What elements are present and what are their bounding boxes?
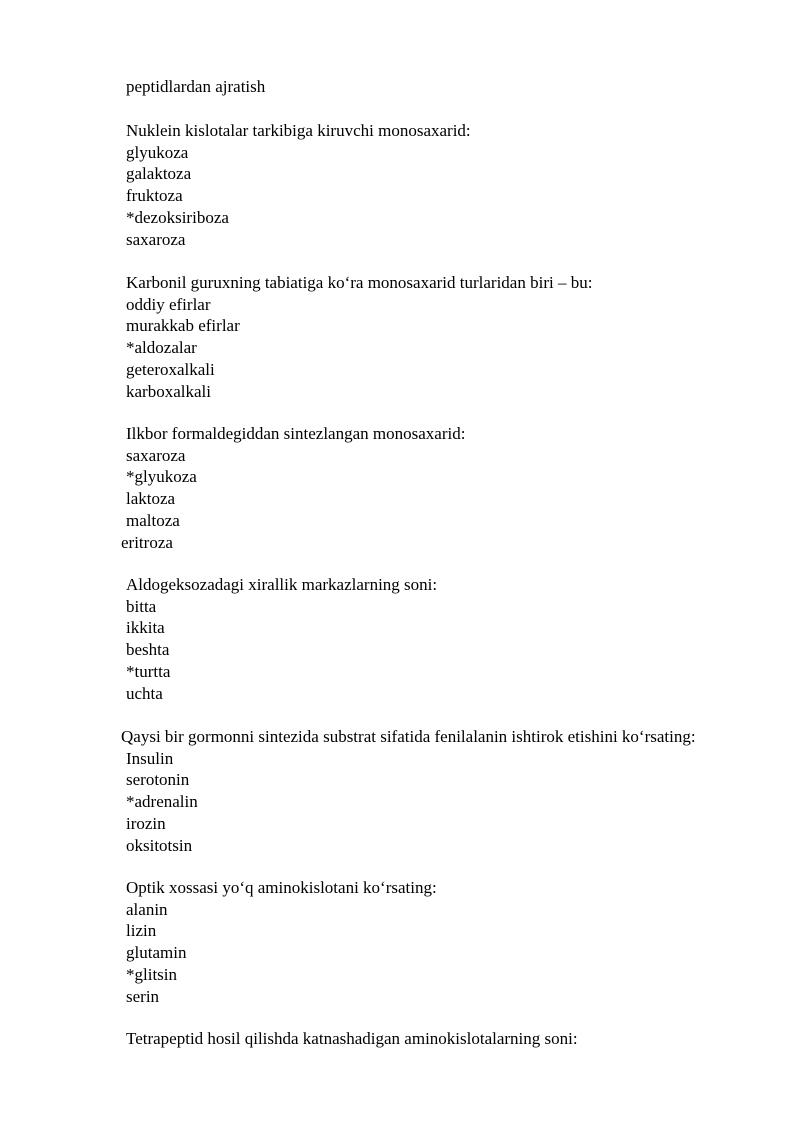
q3-option-4: maltoza	[126, 510, 180, 530]
q6-option-5: serin	[126, 986, 160, 1006]
q2-option-3: *aldozalar	[126, 338, 197, 358]
q1-option-3: fruktoza	[126, 186, 183, 206]
q4-option-2: ikkita	[126, 618, 165, 638]
q1-option-1: glyukoza	[126, 142, 189, 162]
q5-option-3: *adrenalin	[126, 792, 198, 812]
q1-option-2: galaktoza	[126, 164, 192, 184]
q5-option-5: oksitotsin	[126, 835, 193, 855]
question-3: Ilkbor formaldegiddan sintezlangan monosaxarid:	[126, 424, 466, 443]
question-6: Optik xossasi yo‘q aminokislotani ko‘rsating:	[126, 878, 437, 897]
q4-option-3: beshta	[126, 640, 170, 660]
q2-option-4: geteroxalkali	[126, 359, 215, 379]
q2-option-1: oddiy efirlar	[126, 294, 211, 314]
q3-option-1: saxaroza	[126, 445, 186, 465]
q5-option-1: Insulin	[126, 748, 174, 768]
q4-option-4: *turtta	[126, 661, 171, 681]
q4-option-1: bitta	[126, 596, 157, 616]
question-4: Aldogeksozadagi xirallik markazlarning soni:	[126, 575, 438, 594]
q5-option-4: irozin	[126, 813, 166, 833]
q4-option-5: uchta	[126, 683, 163, 703]
question-7: Tetrapeptid hosil qilishda katnashadigan aminokislotalarning soni:	[126, 1029, 578, 1048]
question-5: Qaysi bir gormonni sintezida substrat sifatida fenilalanin ishtirok etishini ko‘rsating:	[121, 727, 696, 746]
q1-option-4: *dezoksiriboza	[126, 207, 229, 227]
question-1: Nuklein kislotalar tarkibiga kiruvchi monosaxarid:	[126, 121, 471, 140]
q3-option-5: eritroza	[121, 532, 173, 552]
q2-option-5: karboxalkali	[126, 381, 211, 401]
q3-option-2: *glyukoza	[126, 467, 197, 487]
q6-option-4: *glitsin	[126, 964, 178, 984]
q5-option-2: serotonin	[126, 770, 190, 790]
q6-option-1: alanin	[126, 899, 168, 919]
text-line-continuation: peptidlardan ajratish	[126, 77, 266, 96]
question-2: Karbonil guruxning tabiatiga ko‘ra monosaxarid turlaridan biri – bu:	[126, 273, 593, 292]
q2-option-2: murakkab efirlar	[126, 316, 240, 336]
q1-option-5: saxaroza	[126, 229, 186, 249]
q6-option-2: lizin	[126, 921, 157, 941]
q3-option-3: laktoza	[126, 489, 176, 509]
q6-option-3: glutamin	[126, 943, 187, 963]
